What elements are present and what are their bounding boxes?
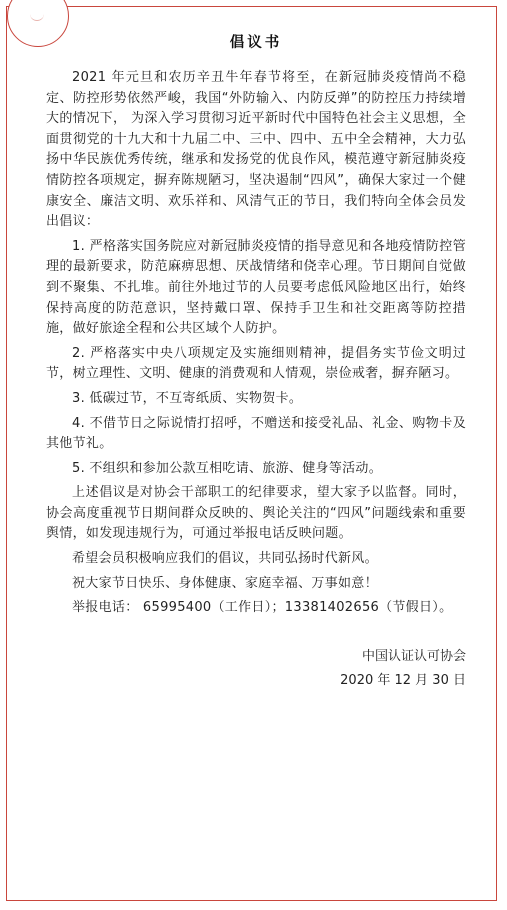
proposal-item-4: 4. 不借节日之际说情打招呼，不赠送和接受礼品、礼金、购物卡及其他节礼。 xyxy=(46,415,466,452)
wishes-paragraph: 祝大家节日快乐、身体健康、家庭幸福、万事如意！ xyxy=(72,575,378,591)
document-content xyxy=(46,32,466,693)
signature-organization: 中国认证认可协会 xyxy=(361,648,466,664)
document-title: 倡议书 xyxy=(229,35,283,51)
hope-paragraph: 希望会员积极响应我们的倡议，共同弘扬时代新风。 xyxy=(72,551,378,567)
signature-date: 2020 年 12 月 30 日 xyxy=(340,672,466,688)
proposal-item-5: 5. 不组织和参加公款互相吃请、旅游、健身等活动。 xyxy=(72,460,383,476)
hotline-paragraph: 举报电话： 65995400（工作日）；13381402656（节假日）。 xyxy=(72,600,453,616)
proposal-item-3: 3. 低碳过节，不互寄纸质、实物贺卡。 xyxy=(72,390,303,406)
intro-paragraph: 2021 年元旦和农历辛丑牛年春节将至，在新冠肺炎疫情尚不稳定、防控形势依然严峻，我国“外防输入、内防反弹”的防控压力持续增大的情况下， 为深入学习贯彻习近平新时代中国特色社会主义思想，全面贯彻党的十九大和十九届二中、三中、四中、五中全会精神，大力弘扬中华民族优秀传统，继承和发扬党的优良作风，模范遵守新冠肺炎疫情防控各项规定，摒弃陈规陋习，坚决遏制“四风”，确保大家过一个健康安全、廉洁文明、欢乐祥和、风清气正的节日，我们特向全体会员发出倡议： xyxy=(46,70,466,230)
proposal-item-2: 2. 严格落实中央八项规定及实施细则精神，提倡务实节俭文明过节，树立理性、文明、健康的消费观和人情观，崇俭戒奢，摒弃陋习。 xyxy=(46,345,466,382)
supervision-paragraph: 上述倡议是对协会干部职工的纪律要求，望大家予以监督。同时，协会高度重视节日期间群众反映的、舆论关注的“四风”问题线索和重要舆情，如发现违规行为，可通过举报电话反映问题。 xyxy=(46,485,466,542)
signature-block xyxy=(46,645,466,693)
proposal-item-1: 1. 严格落实国务院应对新冠肺炎疫情的指导意见和各地疫情防控管理的最新要求，防范麻痹思想、厌战情绪和侥幸心理。节日期间自觉做到不聚集、不扎堆。前往外地过节的人员要考虑低风险地区出行，始终保持高度的防范意识，坚持戴口罩、保持手卫生和社交距离等防控措施，做好旅途全程和公共区域个人防护。 xyxy=(46,238,466,337)
